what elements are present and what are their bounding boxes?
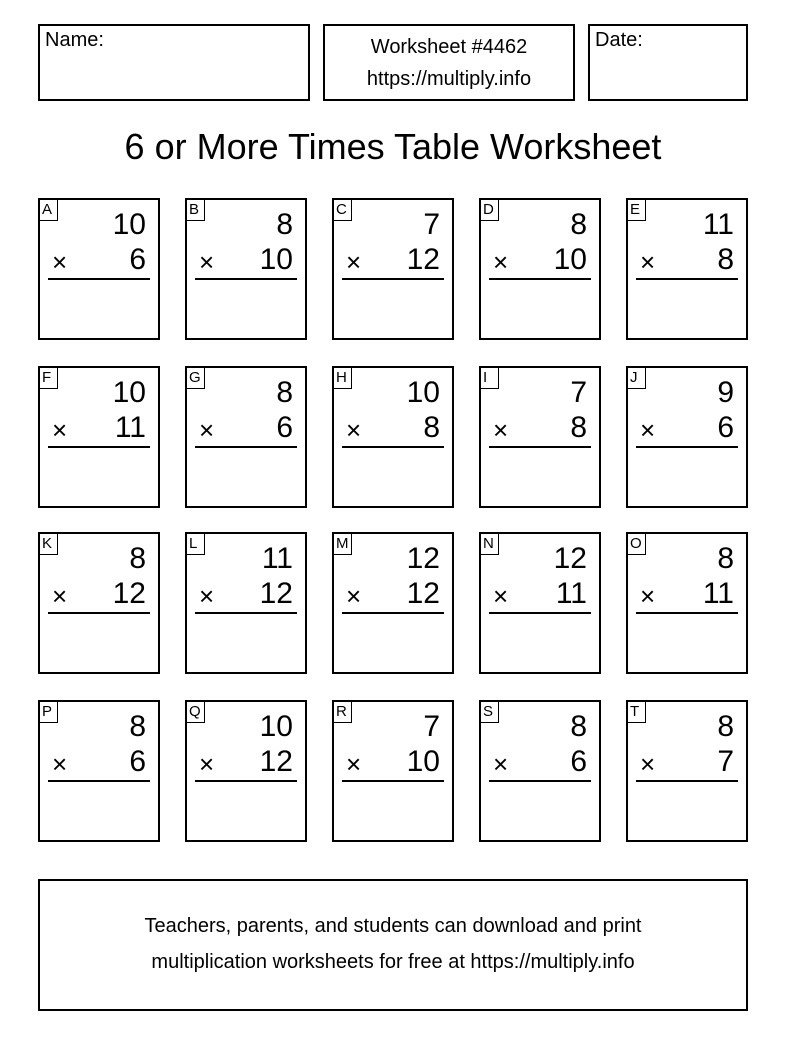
times-sign: ×	[493, 415, 509, 445]
answer-line	[195, 278, 297, 280]
name-box	[38, 24, 310, 101]
problem-k	[38, 532, 160, 674]
problem-f	[38, 366, 160, 508]
problem-letter: N	[481, 534, 499, 555]
times-sign: ×	[640, 749, 656, 779]
multiplier: 10	[406, 745, 440, 778]
times-sign: ×	[493, 749, 509, 779]
problem-letter: H	[334, 368, 352, 389]
multiplicand: 9	[717, 376, 734, 409]
multiplier: 12	[406, 243, 440, 276]
times-sign: ×	[346, 749, 362, 779]
answer-line	[48, 278, 150, 280]
multiplier: 8	[570, 411, 587, 444]
times-sign: ×	[346, 415, 362, 445]
answer-line	[489, 446, 591, 448]
multiplicand: 10	[406, 376, 440, 409]
times-sign: ×	[52, 415, 68, 445]
multiplier: 11	[702, 577, 734, 610]
problem-letter: I	[481, 368, 499, 389]
problem-c	[332, 198, 454, 340]
problem-letter: Q	[187, 702, 205, 723]
worksheet-id: Worksheet #4462	[370, 36, 528, 58]
worksheet-id-box	[323, 24, 575, 101]
times-sign: ×	[199, 415, 215, 445]
problem-letter: O	[628, 534, 646, 555]
multiplier: 6	[570, 745, 587, 778]
multiplicand: 11	[702, 208, 734, 241]
times-sign: ×	[199, 581, 215, 611]
problem-q	[185, 700, 307, 842]
problem-letter: S	[481, 702, 499, 723]
times-sign: ×	[346, 581, 362, 611]
footer-box	[38, 879, 748, 1011]
problem-t	[626, 700, 748, 842]
times-sign: ×	[493, 581, 509, 611]
times-sign: ×	[52, 581, 68, 611]
problem-p	[38, 700, 160, 842]
problem-r	[332, 700, 454, 842]
answer-line	[48, 780, 150, 782]
problem-d	[479, 198, 601, 340]
times-sign: ×	[199, 749, 215, 779]
times-sign: ×	[346, 247, 362, 277]
answer-line	[636, 612, 738, 614]
problem-letter: D	[481, 200, 499, 221]
multiplier: 11	[114, 411, 146, 444]
multiplier: 6	[276, 411, 293, 444]
name-label: Name:	[45, 29, 104, 51]
problem-s	[479, 700, 601, 842]
problem-h	[332, 366, 454, 508]
answer-line	[195, 446, 297, 448]
problem-j	[626, 366, 748, 508]
multiplier: 6	[129, 243, 146, 276]
times-sign: ×	[640, 247, 656, 277]
problem-a	[38, 198, 160, 340]
multiplier: 12	[406, 577, 440, 610]
problem-b	[185, 198, 307, 340]
multiplier: 8	[423, 411, 440, 444]
multiplicand: 12	[406, 542, 440, 575]
multiplicand: 8	[129, 710, 146, 743]
times-sign: ×	[640, 415, 656, 445]
answer-line	[195, 612, 297, 614]
multiplicand: 8	[276, 208, 293, 241]
problem-e	[626, 198, 748, 340]
multiplier: 8	[717, 243, 734, 276]
answer-line	[489, 612, 591, 614]
multiplicand: 8	[276, 376, 293, 409]
footer-line-2: multiplication worksheets for free at https://multiply.info	[151, 951, 635, 973]
multiplier: 7	[717, 745, 734, 778]
problem-letter: P	[40, 702, 58, 723]
problem-letter: C	[334, 200, 352, 221]
multiplicand: 7	[570, 376, 587, 409]
date-label: Date:	[595, 29, 643, 51]
multiplicand: 10	[259, 710, 293, 743]
answer-line	[342, 278, 444, 280]
problem-letter: K	[40, 534, 58, 555]
multiplicand: 8	[129, 542, 146, 575]
answer-line	[342, 446, 444, 448]
answer-line	[636, 446, 738, 448]
problem-letter: A	[40, 200, 58, 221]
problem-o	[626, 532, 748, 674]
answer-line	[48, 446, 150, 448]
answer-line	[195, 780, 297, 782]
problem-letter: E	[628, 200, 646, 221]
answer-line	[342, 780, 444, 782]
multiplicand: 8	[717, 542, 734, 575]
problem-letter: F	[40, 368, 58, 389]
multiplier: 12	[112, 577, 146, 610]
problem-i	[479, 366, 601, 508]
multiplier: 10	[259, 243, 293, 276]
footer-line-1: Teachers, parents, and students can download and print	[144, 915, 642, 937]
times-sign: ×	[199, 247, 215, 277]
multiplier: 11	[555, 577, 587, 610]
multiplicand: 8	[570, 710, 587, 743]
times-sign: ×	[493, 247, 509, 277]
multiplicand: 10	[112, 376, 146, 409]
answer-line	[48, 612, 150, 614]
problem-letter: B	[187, 200, 205, 221]
multiplicand: 10	[112, 208, 146, 241]
times-sign: ×	[640, 581, 656, 611]
problem-letter: M	[334, 534, 352, 555]
multiplier: 12	[259, 745, 293, 778]
times-sign: ×	[52, 749, 68, 779]
multiplicand: 7	[423, 208, 440, 241]
problem-letter: R	[334, 702, 352, 723]
date-box	[588, 24, 748, 101]
answer-line	[636, 278, 738, 280]
times-sign: ×	[52, 247, 68, 277]
problem-m	[332, 532, 454, 674]
multiplicand: 11	[261, 542, 293, 575]
multiplier: 10	[553, 243, 587, 276]
answer-line	[636, 780, 738, 782]
multiplier: 12	[259, 577, 293, 610]
problem-letter: T	[628, 702, 646, 723]
page-title: 6 or More Times Table Worksheet	[124, 126, 662, 167]
multiplicand: 12	[553, 542, 587, 575]
multiplier: 6	[129, 745, 146, 778]
multiplicand: 8	[570, 208, 587, 241]
multiplier: 6	[717, 411, 734, 444]
problem-l	[185, 532, 307, 674]
answer-line	[489, 278, 591, 280]
problem-n	[479, 532, 601, 674]
problem-letter: G	[187, 368, 205, 389]
multiplicand: 7	[423, 710, 440, 743]
multiplicand: 8	[717, 710, 734, 743]
problem-letter: J	[628, 368, 646, 389]
problem-letter: L	[187, 534, 205, 555]
answer-line	[342, 612, 444, 614]
site-url: https://multiply.info	[366, 68, 532, 90]
problem-g	[185, 366, 307, 508]
answer-line	[489, 780, 591, 782]
